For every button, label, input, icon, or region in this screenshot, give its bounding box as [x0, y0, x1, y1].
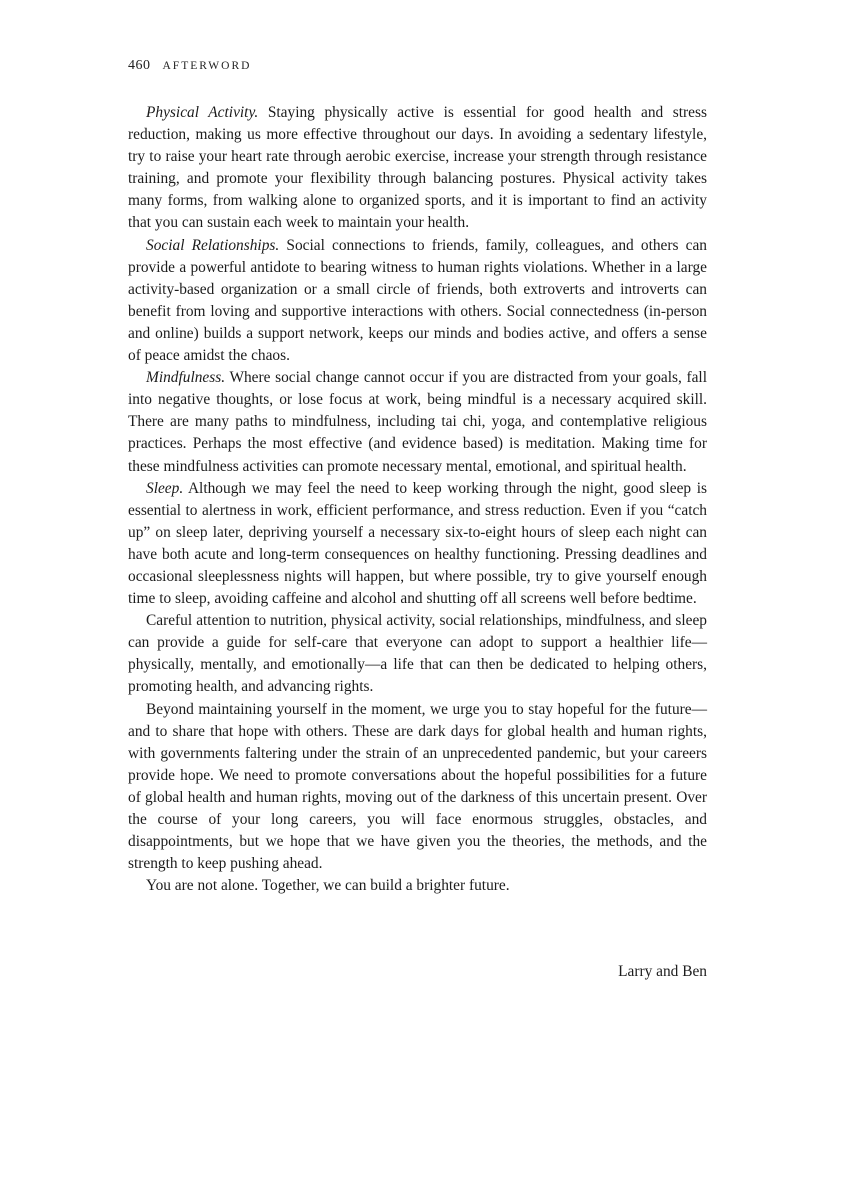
paragraph-text: Staying physically active is essential for good health and stress reduction, making us more effective throughout our days. In avoiding a sedentary lifestyle, try to raise your heart rate through aerobic exercise, increase your strength through resistance training, and promote your flexibility through balancing postures. Physical activity takes many forms, from walking alone to organized sports, and it is important to find an activity that you can sustain each week to maintain your health.	[128, 104, 707, 232]
paragraph-text: Careful attention to nutrition, physical activity, social relationships, mindfulness, and sleep can provide a guide for self-care that everyone can adopt to support a healthier life—physically, mentally, and emotionally—a life that can then be dedicated to helping others, promoting health, and advancing rights.	[128, 612, 707, 696]
paragraph-text: Although we may feel the need to keep working through the night, good sleep is essential to alertness in work, efficient performance, and stress reduction. Even if you “catch up” on sleep later, depriving yourself a necessary six-to-eight hours of sleep each night can have both acute and long-term consequences on healthy functioning. Pressing deadlines and occasional sleeplessness nights will happen, but where possible, try to give yourself enough time to sleep, avoiding caffeine and alcohol and shutting off all screens well before bedtime.	[128, 479, 707, 608]
paragraph-lead: Physical Activity.	[146, 104, 259, 121]
paragraph-lead: Mindfulness.	[146, 369, 226, 387]
paragraph-lead: Sleep.	[146, 479, 184, 497]
paragraph-lead: Social Relationships.	[146, 236, 280, 254]
paragraph-text: Social connections to friends, family, colleagues, and others can provide a powerful antidote to bearing witness to human rights violations. Whether in a large activity-based organization or a small circle of friends, both extroverts and introverts can benefit from loving and supportive interactions with others. Social connectedness (in-person and online) builds a support network, keeps our minds and bodies active, and offers a sense of peace amidst the chaos.	[128, 236, 707, 365]
paragraph-text: You are not alone. Together, we can build a brighter future.	[146, 877, 510, 895]
page-number: 460	[128, 58, 151, 73]
paragraph-self-care	[128, 610, 707, 698]
signature: Larry and Ben	[618, 963, 707, 980]
paragraph-sleep	[128, 478, 707, 611]
section-title: AFTERWORD	[162, 60, 252, 72]
running-head	[128, 58, 251, 74]
paragraph-text: Beyond maintaining yourself in the moment, we urge you to stay hopeful for the future—and to share that hope with others. These are dark days for global health and human rights, with governments faltering under the strain of an unprecedented pandemic, but your careers provide hope. We need to promote conversations about the hopeful possibilities for a future of global health and human rights, moving out of the darkness of this uncertain present. Over the course of your long careers, you will face enormous struggles, obstacles, and disappointments, but we hope that we have given you the theories, the methods, and the strength to keep pushing ahead.	[128, 700, 707, 873]
paragraph-closing	[128, 875, 707, 897]
paragraph-social-relationships	[128, 235, 707, 368]
body-text	[128, 102, 707, 897]
paragraph-mindfulness	[128, 367, 707, 477]
paragraph-text: Where social change cannot occur if you are distracted from your goals, fall into negative thoughts, or lose focus at work, being mindful is a necessary acquired skill. There are many paths to mindfulness, including tai chi, yoga, and contemplative religious practices. Perhaps the most effective (and evidence based) is meditation. Making time for these mindfulness activities can promote necessary mental, emotional, and spiritual health.	[128, 369, 707, 475]
paragraph-physical-activity	[128, 102, 707, 235]
paragraph-hope	[128, 699, 707, 876]
